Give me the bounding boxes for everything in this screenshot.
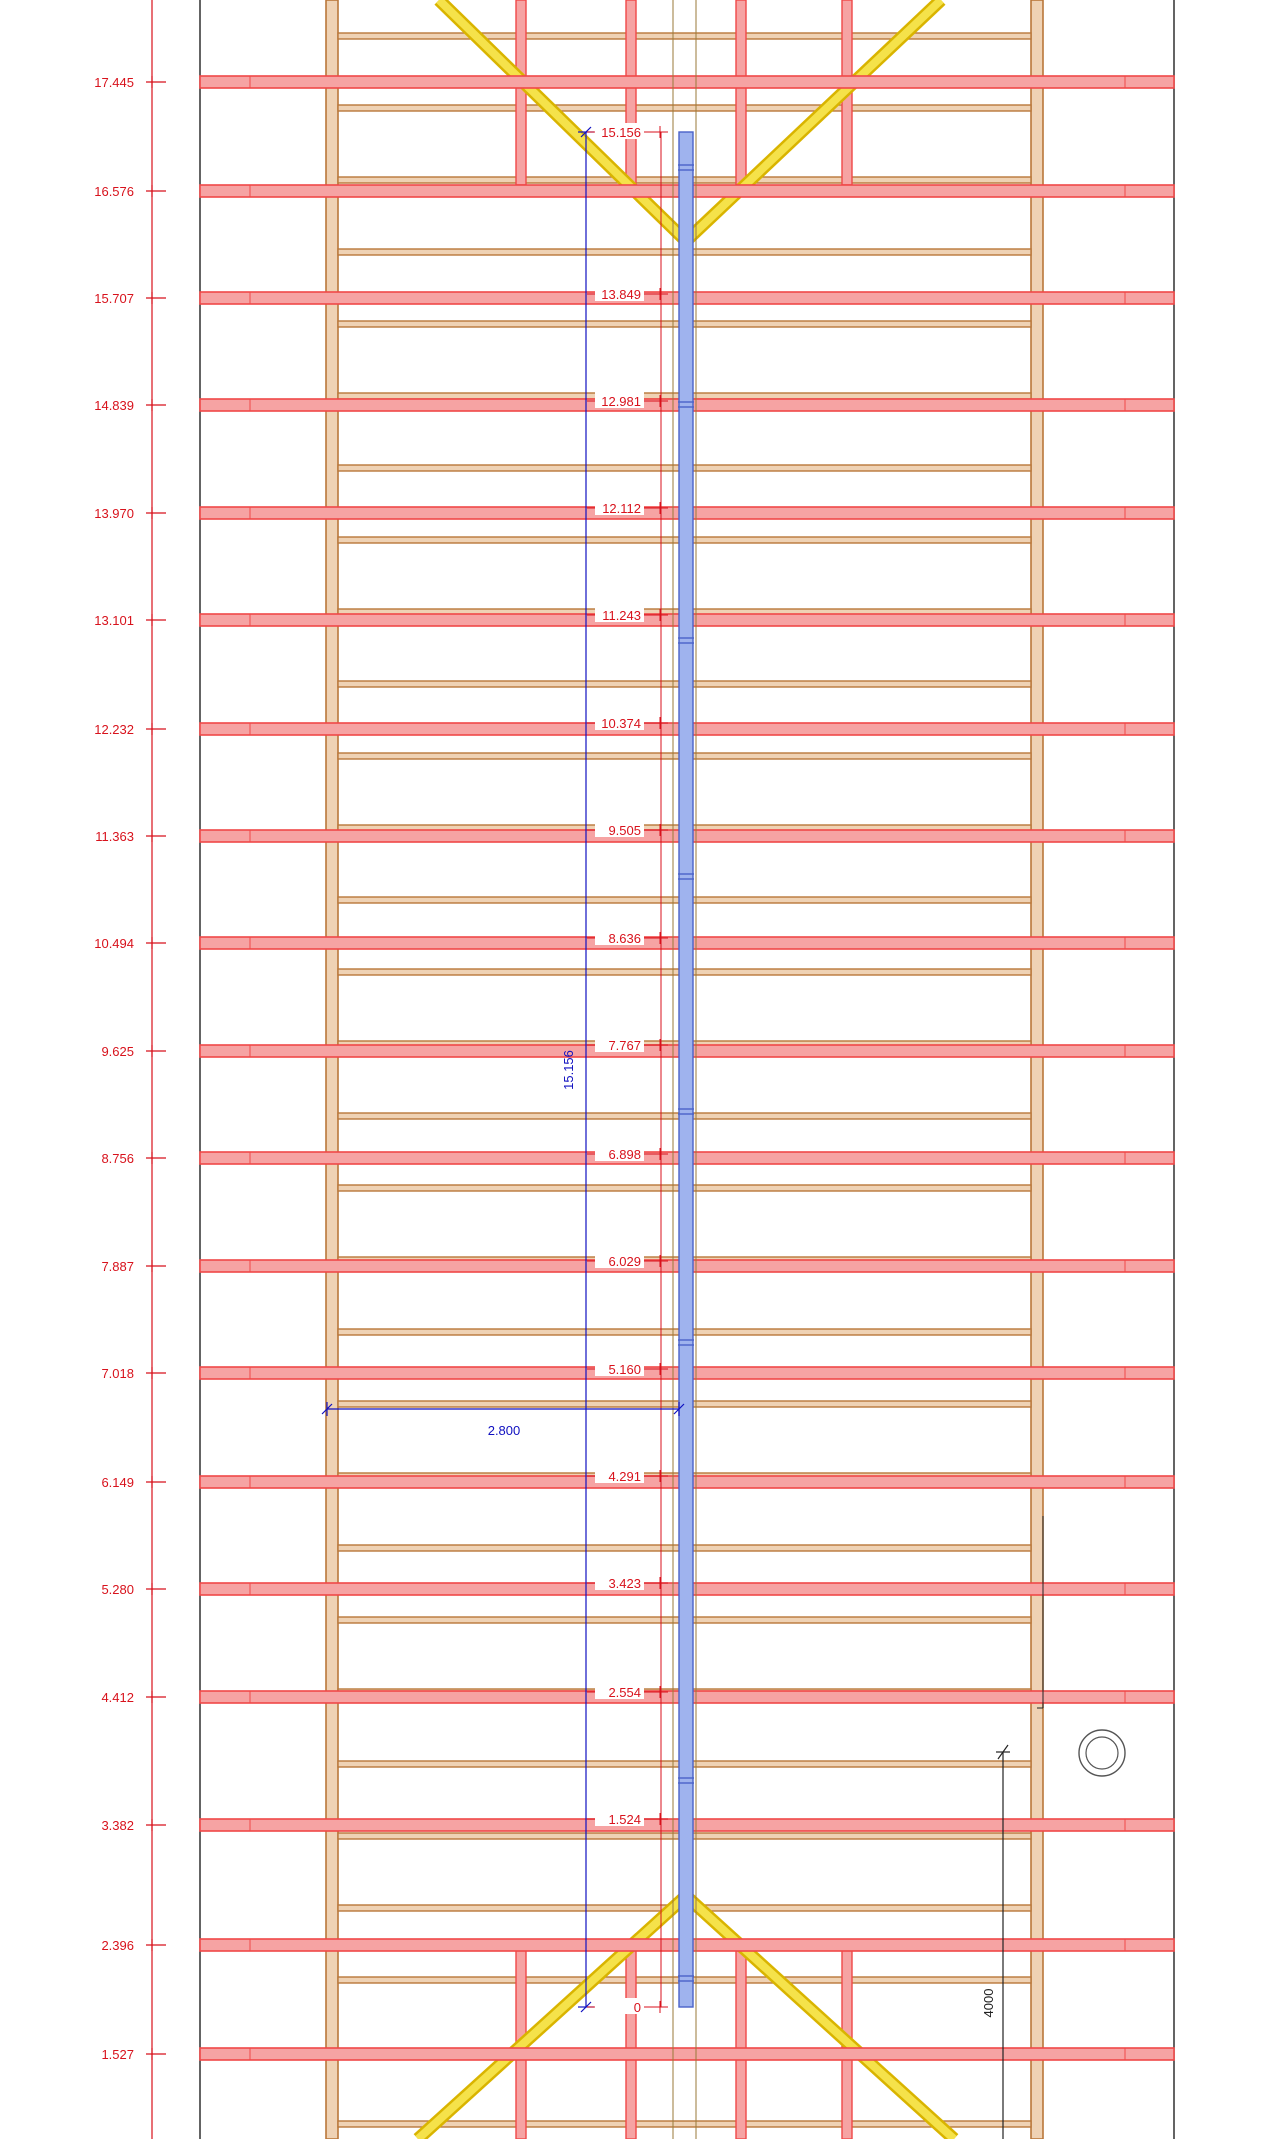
center-level-label: 6.029 [608, 1254, 641, 1269]
wall-plate-right [1031, 0, 1043, 2139]
center-level-label: 7.767 [608, 1038, 641, 1053]
left-level-label: 10.494 [94, 936, 134, 951]
left-level-label: 6.149 [101, 1475, 134, 1490]
left-level-label: 4.412 [101, 1690, 134, 1705]
center-level-label: 5.160 [608, 1362, 641, 1377]
center-level-label: 8.636 [608, 931, 641, 946]
side-dimension-label: 4000 [981, 1988, 996, 2018]
center-level-label: 9.505 [608, 823, 641, 838]
center-level-label: 2.554 [608, 1685, 641, 1700]
left-level-label: 13.101 [94, 613, 134, 628]
center-level-label: 12.981 [601, 394, 641, 409]
center-level-label: 6.898 [608, 1147, 641, 1162]
left-level-label: 13.970 [94, 506, 134, 521]
left-level-label: 17.445 [94, 75, 134, 90]
left-level-label: 12.232 [94, 722, 134, 737]
left-level-label: 16.576 [94, 184, 134, 199]
ridge-beam [679, 132, 693, 2007]
batten [338, 105, 1031, 111]
batten [338, 33, 1031, 39]
left-level-label: 7.018 [101, 1366, 134, 1381]
left-level-label: 11.363 [95, 829, 134, 844]
left-level-label: 1.527 [101, 2047, 134, 2062]
left-level-label: 9.625 [101, 1044, 134, 1059]
purlin [200, 2048, 1174, 2060]
center-level-label: 3.423 [608, 1576, 641, 1591]
left-level-label: 2.396 [101, 1938, 134, 1953]
left-level-label: 15.707 [94, 291, 134, 306]
width-dimension-label: 2.800 [487, 1423, 521, 1438]
lower-jack-rafter [626, 1948, 636, 2139]
center-level-label: 15.156 [601, 125, 641, 140]
upper-jack-rafter [626, 0, 636, 185]
height-dimension-label: 15.156 [561, 1050, 576, 1090]
left-level-label: 14.839 [94, 398, 134, 413]
left-level-label: 8.756 [101, 1151, 134, 1166]
center-level-label: 1.524 [608, 1812, 641, 1827]
center-level-label: 12.112 [602, 501, 641, 516]
upper-jack-rafter [736, 0, 746, 185]
center-level-label: 13.849 [601, 287, 641, 302]
left-level-label: 5.280 [101, 1582, 134, 1597]
left-level-label: 3.382 [101, 1818, 134, 1833]
center-level-label: 0 [633, 2000, 641, 2015]
center-level-label: 4.291 [608, 1469, 641, 1484]
center-level-label: 10.374 [601, 716, 641, 731]
center-level-label: 11.243 [602, 608, 641, 623]
lower-jack-rafter [736, 1948, 746, 2139]
left-level-label: 7.887 [101, 1259, 134, 1274]
purlin [200, 76, 1174, 88]
wall-plate-left [326, 0, 338, 2139]
